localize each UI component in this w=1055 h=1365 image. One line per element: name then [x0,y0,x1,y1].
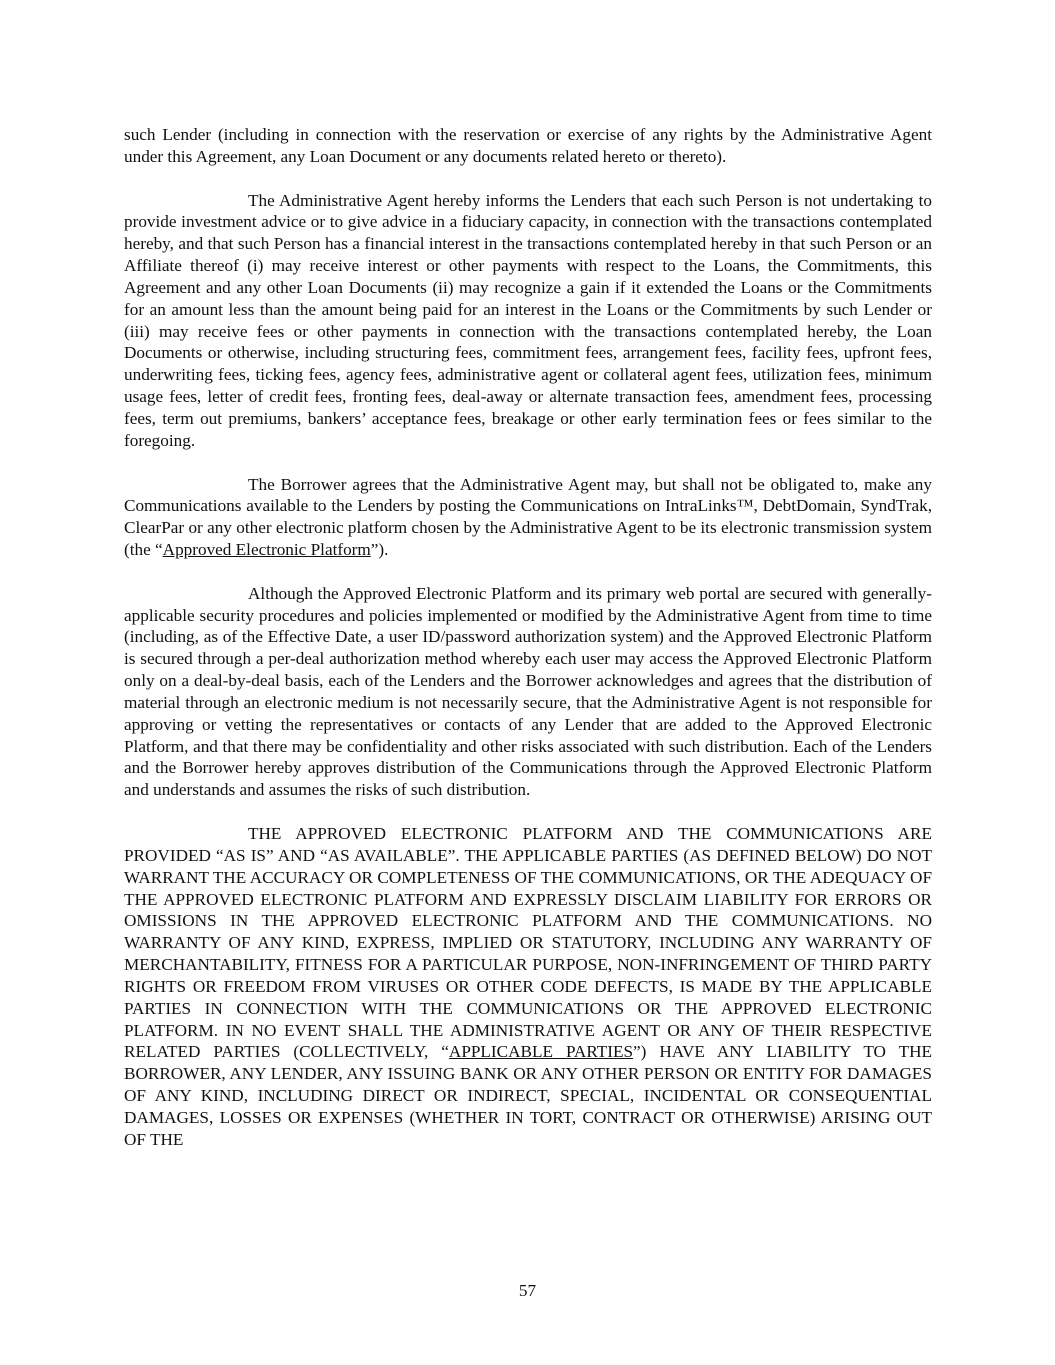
defined-term-applicable-parties: APPLICABLE PARTIES [448,1042,634,1062]
paragraph-electronic-platform [124,474,932,561]
defined-term-approved-electronic-platform: Approved Electronic Platform [162,540,371,560]
paragraph-text-before: The Borrower agrees that the Administrative Agent may, but shall not be obligated to, make any Communications available to the Lenders by posting the Communications on IntraLinks™, DebtDomain, SyndTrak, ClearPar or any other electronic platform chosen by the Administrative Agent to be its electronic transmission system (the “ [124,474,932,560]
paragraph-text-before: THE APPROVED ELECTRONIC PLATFORM AND THE COMMUNICATIONS ARE PROVIDED “AS IS” AND “AS AVAILABLE”. THE APPLICABLE PARTIES (AS DEFINED BELOW) DO NOT WARRANT THE ACCURACY OR COMPLETENESS OF THE COMMUNICATIONS, OR THE ADEQUACY OF THE APPROVED ELECTRONIC PLATFORM AND EXPRESSLY DISCLAIM LIABILITY FOR ERRORS OR OMISSIONS IN THE APPROVED ELECTRONIC PLATFORM AND THE COMMUNICATIONS. NO WARRANTY OF ANY KIND, EXPRESS, IMPLIED OR STATUTORY, INCLUDING ANY WARRANTY OF MERCHANTABILITY, FITNESS FOR A PARTICULAR PURPOSE, NON-INFRINGEMENT OF THIRD PARTY RIGHTS OR FREEDOM FROM VIRUSES OR OTHER CODE DEFECTS, IS MADE BY THE APPLICABLE PARTIES IN CONNECTION WITH THE COMMUNICATIONS OR THE APPROVED ELECTRONIC PLATFORM. IN NO EVENT SHALL THE ADMINISTRATIVE AGENT OR ANY OF THEIR RESPECTIVE RELATED PARTIES (COLLECTIVELY, “ [124,824,932,1062]
paragraph-text-after: ”) HAVE ANY LIABILITY TO THE BORROWER, ANY LENDER, ANY ISSUING BANK OR ANY OTHER PERSON OR ENTITY FOR DAMAGES OF ANY KIND, INCLUDING DIRECT OR INDIRECT, SPECIAL, INCIDENTAL OR CONSEQUENTIAL DAMAGES, LOSSES OR EXPENSES (WHETHER IN TORT, CONTRACT OR OTHERWISE) ARISING OUT OF THE [124,1042,932,1149]
paragraph-fiduciary-disclosure: The Administrative Agent hereby informs the Lenders that each such Person is not undertaking to provide investment advice or to give advice in a fiduciary capacity, in connection with the transactions contemplated hereby, and that such Person has a financial interest in the transactions contemplated hereby in that such Person or an Affiliate thereof (i) may receive interest or other payments with respect to the Loans, the Commitments, this Agreement and any other Loan Documents (ii) may recognize a gain if it extended the Loans or the Commitments for an amount less than the amount being paid for an interest in the Loans or the Commitments by such Lender or (iii) may receive fees or other payments in connection with the transactions contemplated hereby, the Loan Documents or otherwise, including structuring fees, commitment fees, arrangement fees, facility fees, upfront fees, underwriting fees, ticking fees, agency fees, administrative agent or collateral agent fees, utilization fees, minimum usage fees, letter of credit fees, fronting fees, deal-away or alternate transaction fees, amendment fees, processing fees, term out premiums, bankers’ acceptance fees, breakage or other early termination fees or fees similar to the foregoing. [124,190,932,450]
paragraph-disclaimer [124,823,932,1151]
paragraph-text-after: ”). [370,540,389,560]
document-page [124,124,932,1151]
paragraph-security-acknowledgement: Although the Approved Electronic Platform and its primary web portal are secured with generally-applicable security procedures and policies implemented or modified by the Administrative Agent from time to time (including, as of the Effective Date, a user ID/password authorization system) and the Approved Electronic Platform is secured through a per-deal authorization method whereby each user may access the Approved Electronic Platform only on a deal-by-deal basis, each of the Lenders and the Borrower acknowledges and agrees that the distribution of material through an electronic medium is not necessarily secure, that the Administrative Agent is not responsible for approving or vetting the representatives or contacts of any Lender that are added to the Approved Electronic Platform, and that there may be confidentiality and other risks associated with such distribution. Each of the Lenders and the Borrower hereby approves distribution of the Communications through the Approved Electronic Platform and understands and assumes the risks of such distribution. [124,583,932,800]
paragraph-continuation: such Lender (including in connection with the reservation or exercise of any rights by the Administrative Agent under this Agreement, any Loan Document or any documents related hereto or thereto). [124,125,932,166]
page-number: 57 [518,1281,537,1300]
